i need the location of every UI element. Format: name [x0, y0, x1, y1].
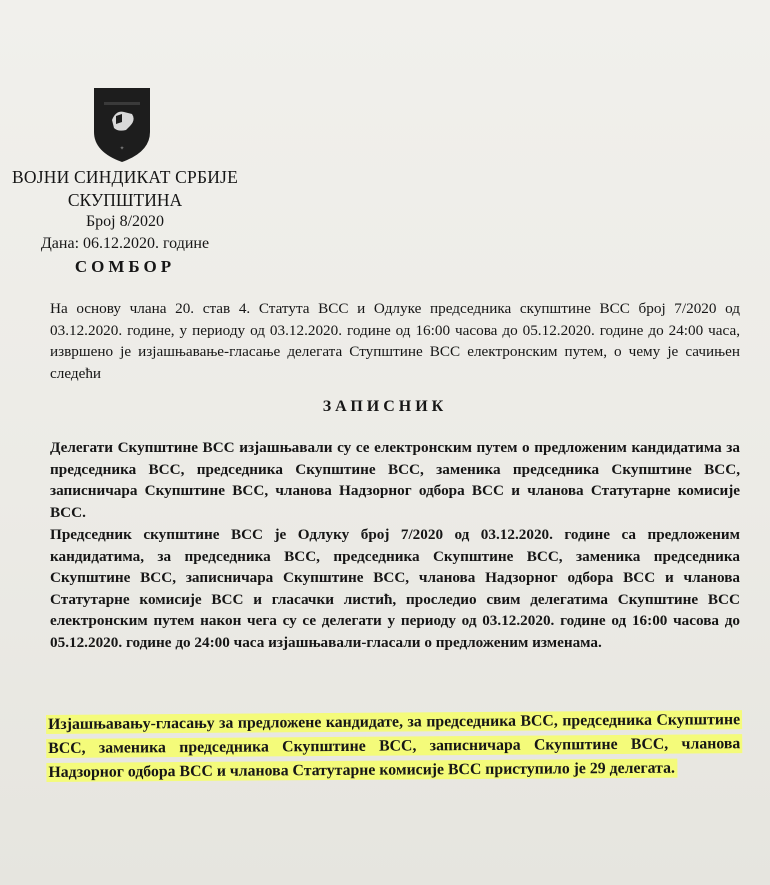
assembly-name: СКУПШТИНА	[67, 190, 183, 210]
document-date: Дана: 06.12.2020. године	[40, 235, 210, 252]
svg-text:✦: ✦	[119, 145, 125, 152]
paragraph-1: Делегати Скупштине ВСС изјашњавали су се електронским путем о предложеним кандидатима за председника ВСС, председника Скупштине ВСС, заменика председника Скупштине ВСС, записничара Скупштине ВСС, чланова Надзорног одбора ВСС и чланова Статутарне комисије ВСС.	[50, 439, 740, 521]
document-title: ЗАПИСНИК	[322, 398, 448, 415]
intro-paragraph: На основу члана 20. став 4. Статута ВСС и Одлуке председника скупштине ВСС број 7/2020 од 03.12.2020. године, у периоду од 03.12.2020. године од 16:00 часова до 05.12.2020. године до 24:00 часа, извршено је изјашњавање-гласање делегата Ступштине ВСС електронским путем, о чему је сачињен следећи	[50, 300, 740, 382]
document-city: СОМБОР	[74, 257, 176, 276]
organization-name: ВОЈНИ СИНДИКАТ СРБИЈЕ	[12, 167, 238, 187]
paragraph-2: Председник скупштине ВСС је Одлуку број 7/2020 од 03.12.2020. године са предложеним кандидатима, за председника ВСС, председника Скупштине ВСС, заменика председника Скупштине ВСС, записничара Скупштине ВСС, чланова Надзорног одбора ВСС и чланова Статутарне комисије ВСС и гласачки листић, проследио свим делегатима Скупштине ВСС електронским путем након чега су се делегати у периоду од 03.12.2020. године од 16:00 часова до 05.12.2020. године до 24:00 часа изјашњавали-гласали о предложеним изменама.	[50, 526, 740, 651]
document-number: Број 8/2020	[85, 213, 165, 230]
highlight-mark: Изјашњавању-гласању за предложене кандидате, за председника ВСС, председника Скупштине ВСС, заменика председника Скупштине ВСС, записничара Скупштине ВСС, чланова Надзорног одбора ВСС и чланова Статутарне комисије ВСС приступило је 29 делегата.	[46, 710, 742, 782]
highlighted-paragraph	[46, 708, 742, 785]
union-emblem-icon	[92, 86, 152, 166]
